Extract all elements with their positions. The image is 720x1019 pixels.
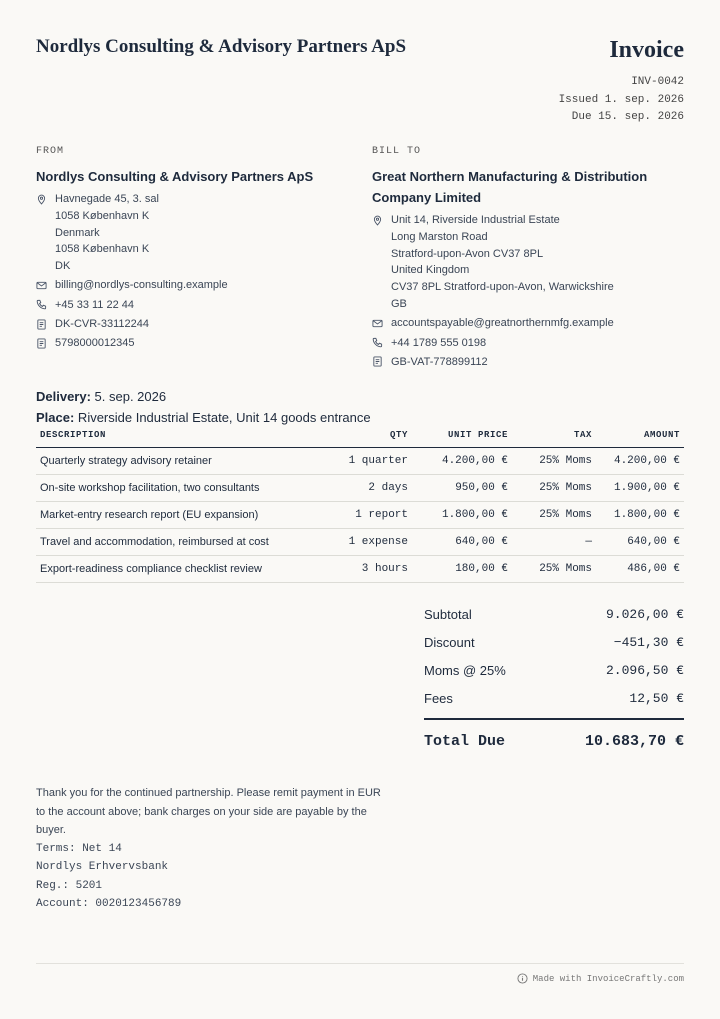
fees-row	[424, 684, 684, 712]
bank-name: Nordlys Erhvervsbank	[36, 861, 169, 873]
tax-row	[424, 656, 684, 684]
buyer-address-line: United Kingdom	[391, 264, 470, 277]
item-amount: 486,00 €	[596, 556, 684, 583]
bill-to-label: BILL TO	[372, 146, 422, 157]
payment-notes	[36, 784, 386, 914]
item-unit-price: 1.800,00 €	[412, 502, 512, 529]
table-row	[36, 529, 684, 556]
document-title: Invoice	[609, 37, 684, 63]
subtotal-value: 9.026,00 €	[605, 606, 684, 622]
item-qty: 1 quarter	[334, 448, 412, 475]
seller-company-title: Nordlys Consulting & Advisory Partners ApS	[36, 36, 407, 57]
item-qty: 2 days	[334, 475, 412, 502]
buyer-vat-row	[372, 354, 672, 371]
delivery-label: Delivery:	[36, 389, 91, 404]
seller-address-line: 1058 København K	[55, 243, 150, 256]
item-qty: 1 report	[334, 502, 412, 529]
item-description: On-site workshop facilitation, two consultants	[36, 475, 334, 502]
bank-account: Account: 0020123456789	[36, 898, 182, 910]
buyer-address-line: Stratford-upon-Avon CV37 8PL	[391, 247, 544, 260]
total-due-row	[424, 720, 684, 762]
total-due-value: 10.683,70 €	[584, 732, 684, 750]
seller-phone[interactable]: +45 33 11 22 44	[55, 298, 135, 311]
item-amount: 640,00 €	[596, 529, 684, 556]
buyer-address-line: Long Marston Road	[391, 230, 488, 243]
item-description: Travel and accommodation, reimbursed at cost	[36, 529, 334, 556]
delivery-date-row	[36, 386, 371, 407]
table-row	[36, 475, 684, 502]
item-description: Market-entry research report (EU expansion)	[36, 502, 334, 529]
item-qty: 1 expense	[334, 529, 412, 556]
buyer-email-row	[372, 315, 672, 332]
col-unit-price: UNIT PRICE	[412, 426, 512, 448]
seller-vat: DK-CVR-33112244	[55, 318, 149, 331]
item-amount: 1.900,00 €	[596, 475, 684, 502]
seller-email-row	[36, 277, 356, 294]
tax-label: Moms @ 25%	[424, 662, 506, 678]
document-icon	[36, 335, 55, 351]
seller-address	[36, 191, 356, 275]
col-tax: TAX	[512, 426, 596, 448]
seller-phone-row	[36, 297, 356, 314]
item-amount: 4.200,00 €	[596, 448, 684, 475]
seller-vat-row	[36, 316, 356, 333]
seller-name: Nordlys Consulting & Advisory Partners ApS	[36, 169, 314, 184]
col-description: DESCRIPTION	[36, 426, 334, 448]
buyer-name: Great Northern Manufacturing & Distribution Company Limited	[372, 169, 648, 205]
item-unit-price: 950,00 €	[412, 475, 512, 502]
table-row	[36, 502, 684, 529]
col-amount: AMOUNT	[596, 426, 684, 448]
fees-value: 12,50 €	[629, 690, 684, 706]
item-description: Export-readiness compliance checklist review	[36, 556, 334, 583]
buyer-email[interactable]: accountspayable@greatnorthernmfg.example	[391, 317, 614, 330]
fees-label: Fees	[424, 690, 453, 706]
item-amount: 1.800,00 €	[596, 502, 684, 529]
item-tax: 25% Moms	[512, 448, 596, 475]
seller-address-line: Havnegade 45, 3. sal	[55, 193, 159, 205]
envelope-icon	[372, 315, 391, 331]
buyer-phone-row	[372, 335, 672, 352]
seller-id-number: 5798000012345	[55, 337, 135, 350]
due-date: Due 15. sep. 2026	[571, 111, 684, 123]
discount-value: −451,30 €	[613, 634, 684, 650]
invoice-meta	[559, 74, 684, 127]
subtotal-row	[424, 600, 684, 628]
map-pin-icon	[372, 212, 391, 228]
seller-block	[36, 146, 356, 355]
discount-row	[424, 628, 684, 656]
issue-date: Issued 1. sep. 2026	[558, 93, 684, 106]
item-unit-price: 180,00 €	[412, 556, 512, 583]
from-label: FROM	[36, 146, 65, 157]
bank-reg: Reg.: 5201	[36, 879, 103, 892]
item-unit-price: 640,00 €	[412, 529, 512, 556]
table-header-row	[36, 426, 684, 448]
buyer-block	[372, 146, 672, 373]
thank-you-message: Thank you for the continued partnership. Please remit payment in EUR to the account above; bank charges on your side are payable by the buyer.	[36, 787, 381, 836]
item-tax: 25% Moms	[512, 502, 596, 529]
delivery-block	[36, 386, 371, 428]
map-pin-icon	[36, 191, 55, 207]
footer	[517, 973, 684, 984]
buyer-phone[interactable]: +44 1789 555 0198	[391, 336, 487, 349]
item-description: Quarterly strategy advisory retainer	[36, 448, 334, 475]
seller-address-line: Denmark	[55, 226, 100, 239]
tax-value: 2.096,50 €	[605, 662, 684, 678]
line-items-table	[36, 426, 684, 583]
seller-address-line: 1058 København K	[55, 209, 150, 222]
seller-address-line: DK	[55, 260, 71, 273]
footer-credit[interactable]: Made with InvoiceCraftly.com	[532, 973, 684, 984]
buyer-vat: GB-VAT-778899112	[391, 355, 488, 368]
info-icon	[517, 973, 528, 984]
document-icon	[372, 354, 391, 370]
item-tax: 25% Moms	[512, 475, 596, 502]
delivery-place-row	[36, 407, 371, 428]
delivery-place: Riverside Industrial Estate, Unit 14 goods entrance	[74, 410, 371, 425]
table-row	[36, 556, 684, 583]
seller-email[interactable]: billing@nordlys-consulting.example	[55, 279, 228, 292]
document-icon	[36, 316, 55, 332]
place-label: Place:	[36, 410, 75, 425]
subtotal-label: Subtotal	[424, 606, 472, 622]
invoice-number: INV-0042	[631, 76, 684, 88]
item-qty: 3 hours	[334, 556, 412, 583]
buyer-address-line: CV37 8PL Stratford-upon-Avon, Warwickshire	[391, 281, 614, 294]
buyer-address-line: GB	[391, 297, 407, 310]
phone-icon	[36, 297, 55, 313]
footer-divider	[36, 963, 684, 964]
totals-block	[424, 600, 684, 762]
table-row	[36, 448, 684, 475]
payment-terms: Terms: Net 14	[36, 842, 122, 855]
item-unit-price: 4.200,00 €	[412, 448, 512, 475]
total-due-label: Total Due	[424, 732, 506, 750]
item-tax: 25% Moms	[512, 556, 596, 583]
discount-label: Discount	[424, 634, 475, 650]
phone-icon	[372, 335, 391, 351]
delivery-date: 5. sep. 2026	[90, 389, 167, 404]
envelope-icon	[36, 277, 55, 293]
buyer-address	[372, 212, 672, 313]
seller-id-row	[36, 335, 356, 352]
buyer-address-line: Unit 14, Riverside Industrial Estate	[391, 214, 560, 226]
item-tax: —	[512, 529, 596, 556]
col-qty: QTY	[334, 426, 412, 448]
